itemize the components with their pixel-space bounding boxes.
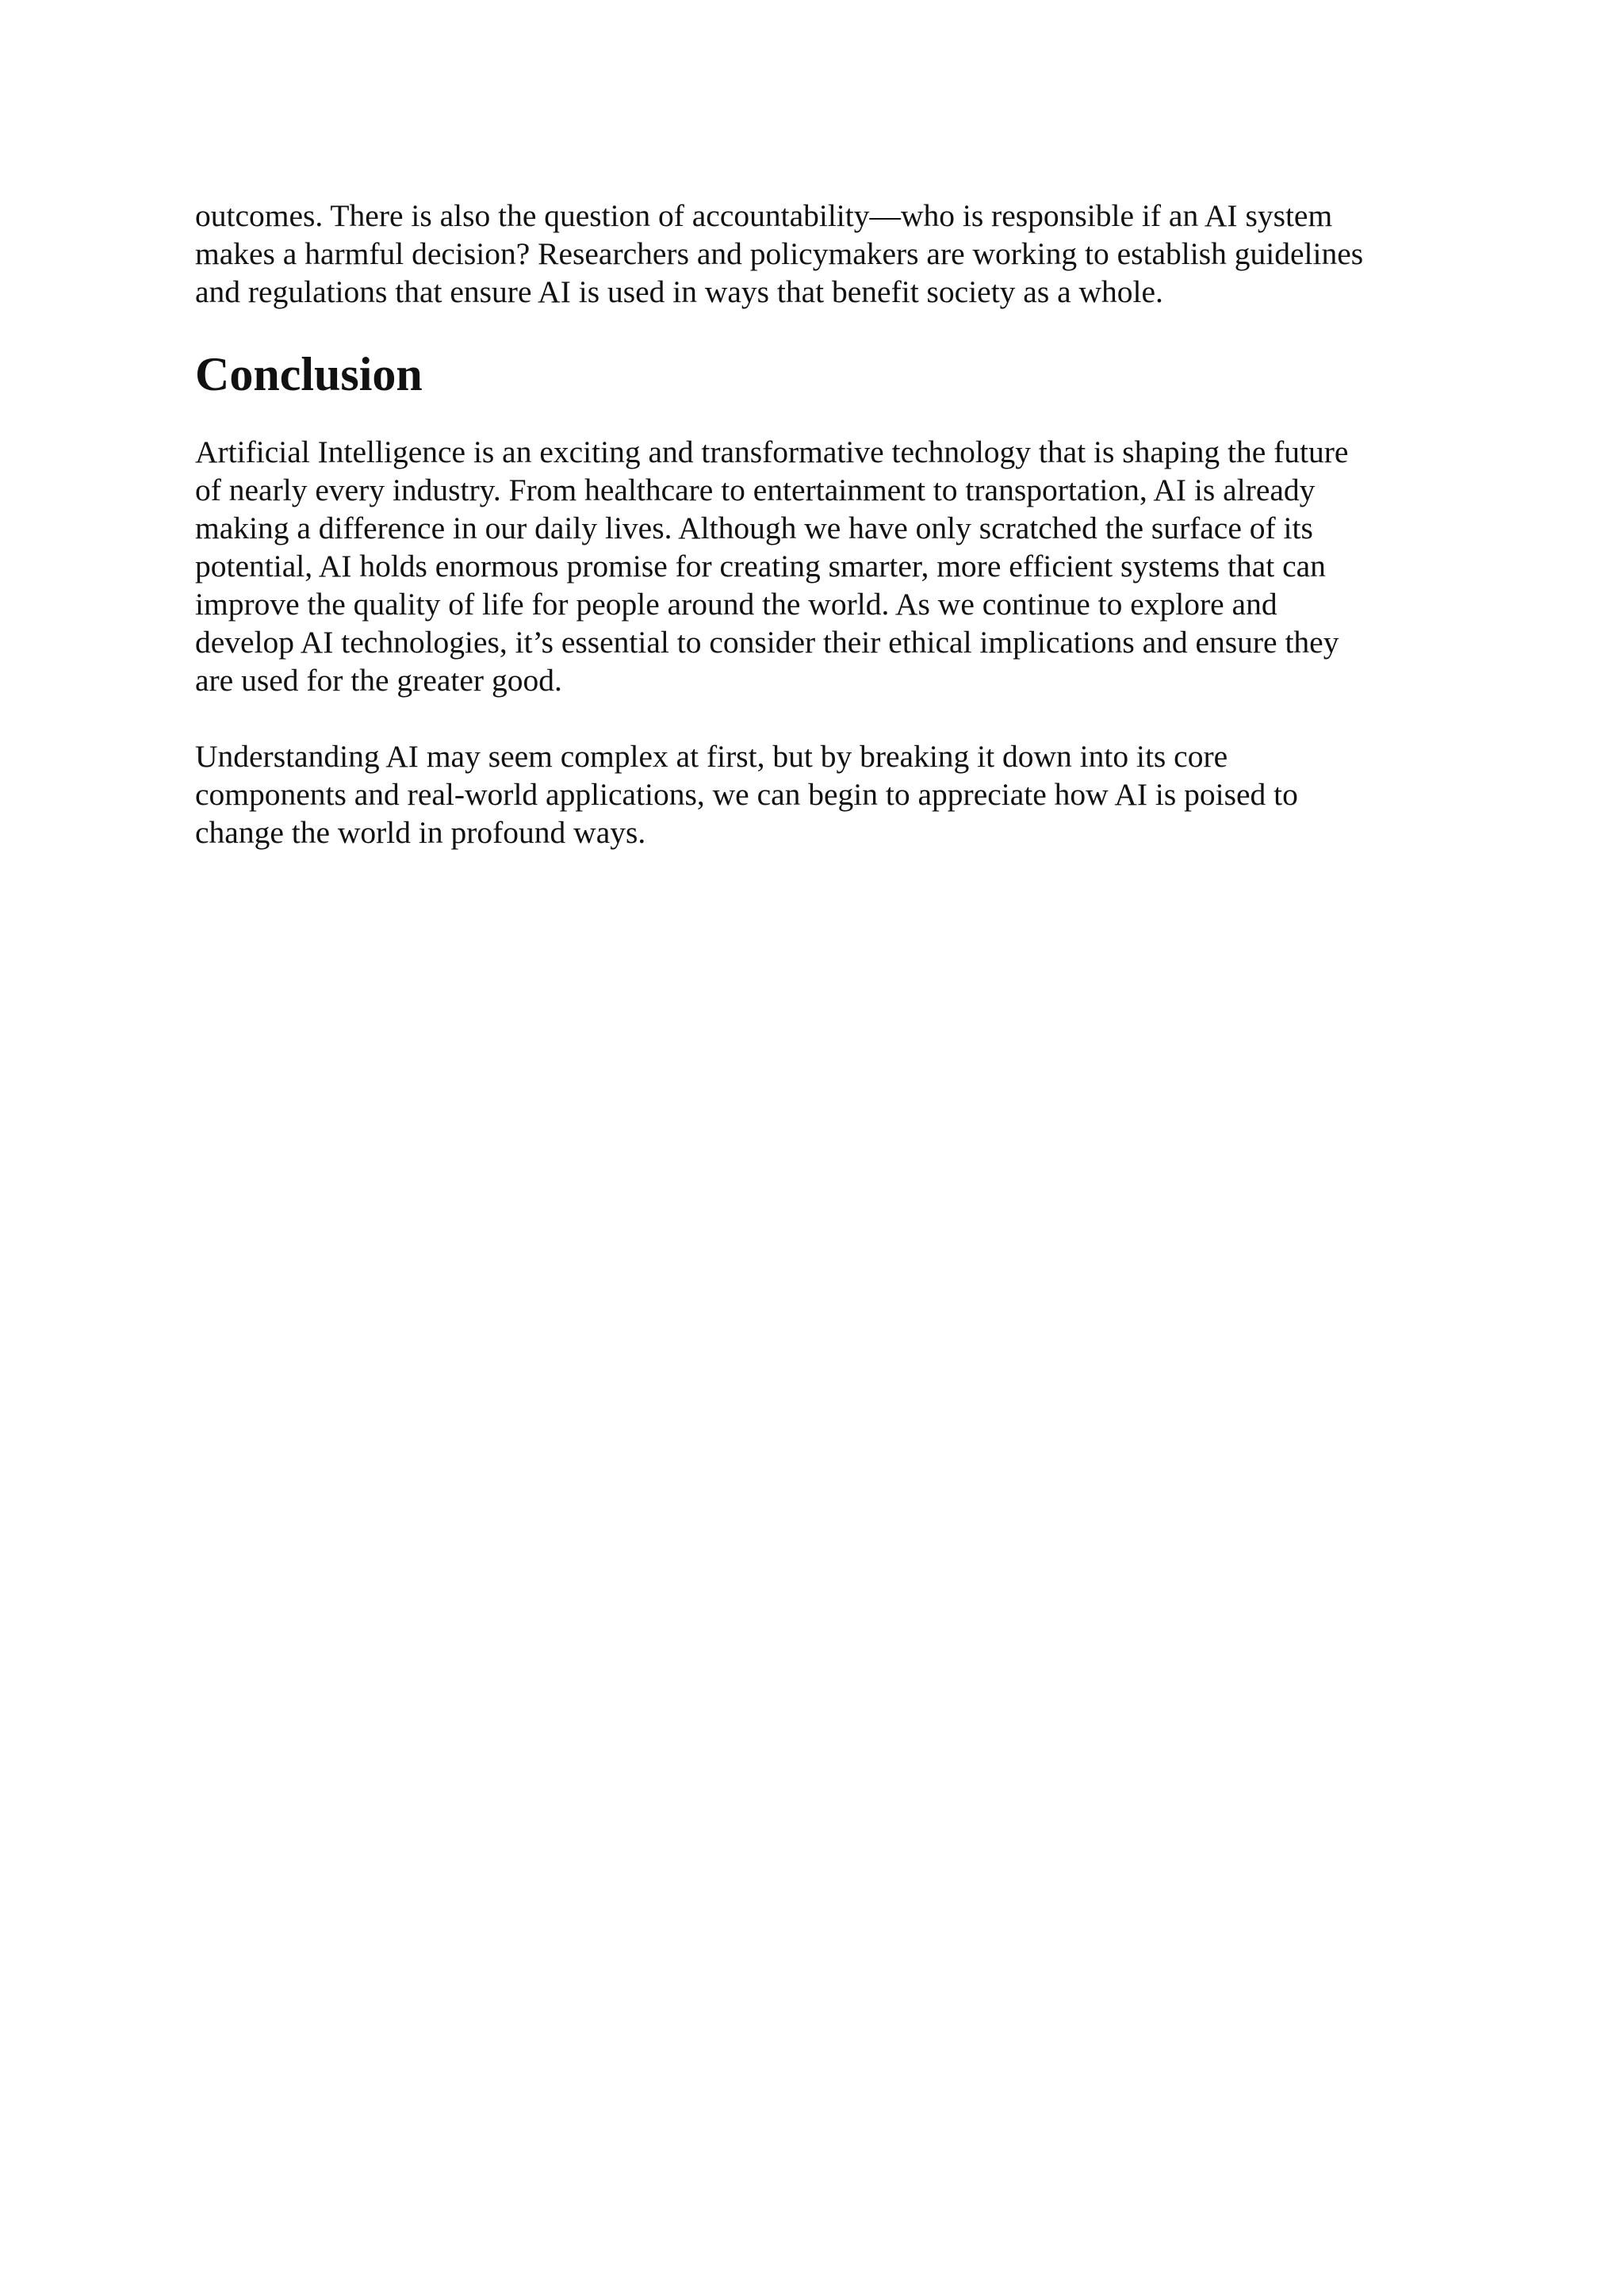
paragraph-line: change the world in profound ways. <box>195 815 646 850</box>
section-heading-conclusion: Conclusion <box>195 348 423 400</box>
conclusion-paragraph-1 <box>195 433 1432 699</box>
paragraph-line: Understanding AI may seem complex at first, but by breaking it down into its core <box>195 739 1228 774</box>
paragraph-line: develop AI technologies, it’s essential to consider their ethical implications and ensure they <box>195 625 1339 660</box>
paragraph-line: making a difference in our daily lives. Although we have only scratched the surface of its <box>195 511 1313 545</box>
paragraph-line: outcomes. There is also the question of accountability—who is responsible if an AI system <box>195 198 1333 233</box>
paragraph-line: potential, AI holds enormous promise for creating smarter, more efficient systems that can <box>195 549 1326 584</box>
paragraph-line: components and real-world applications, we can begin to appreciate how AI is poised to <box>195 777 1298 812</box>
paragraph-line: of nearly every industry. From healthcare to entertainment to transportation, AI is already <box>195 473 1316 507</box>
paragraph-line: Artificial Intelligence is an exciting and transformative technology that is shaping the future <box>195 434 1349 469</box>
paragraph-line: improve the quality of life for people around the world. As we continue to explore and <box>195 587 1277 622</box>
paragraph-line: makes a harmful decision? Researchers and policymakers are working to establish guidelines <box>195 236 1364 271</box>
paragraph-line: and regulations that ensure AI is used in ways that benefit society as a whole. <box>195 274 1163 309</box>
document-body <box>195 197 1432 851</box>
intro-paragraph <box>195 197 1432 311</box>
paragraph-line: are used for the greater good. <box>195 663 562 698</box>
conclusion-paragraph-2 <box>195 737 1432 851</box>
